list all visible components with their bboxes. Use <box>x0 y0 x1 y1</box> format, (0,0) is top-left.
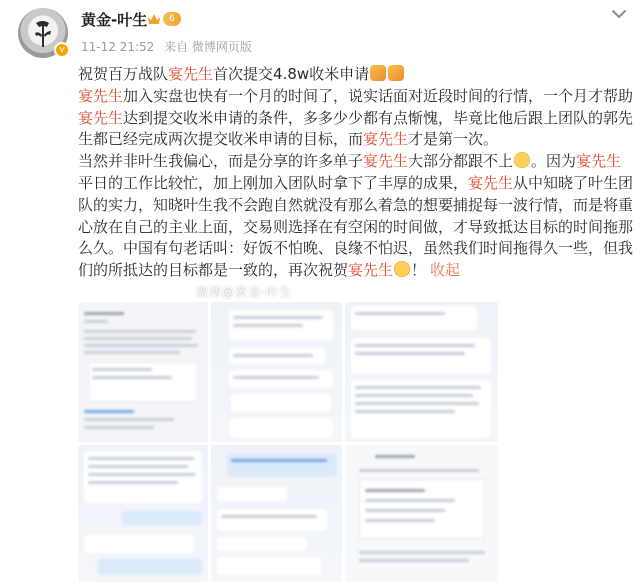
vip-badge[interactable] <box>147 12 181 26</box>
post-image-5[interactable] <box>211 445 342 582</box>
post-timestamp[interactable]: 11-12 21:52 <box>81 40 155 54</box>
mention-link[interactable]: 宴先生 <box>168 65 214 83</box>
gift-emoji-icon <box>370 65 386 81</box>
crown-icon <box>147 13 161 26</box>
author-name[interactable]: 黄金-叶生 <box>81 11 148 29</box>
text: 。因为 <box>531 152 577 171</box>
post-image-2[interactable] <box>211 302 342 442</box>
text: 达到提交收米申请的条件，多多少少都有点惭愧，毕竟比他后跟上团队的郭先生都已经完成两次提交收米申请的目标，而 <box>78 108 634 149</box>
paragraph-1 <box>78 64 634 86</box>
chevron-down-icon[interactable] <box>608 6 630 22</box>
gift-emoji-icon <box>388 65 404 81</box>
post-image-6[interactable] <box>345 445 498 582</box>
post-image-1[interactable] <box>78 302 208 442</box>
mention-link[interactable]: 宴先生 <box>348 261 394 280</box>
verified-badge-icon: v <box>54 42 70 58</box>
image-grid <box>78 302 498 582</box>
post-image-4[interactable] <box>78 445 208 582</box>
post-body <box>78 64 634 282</box>
paragraph-3 <box>78 151 634 282</box>
post-meta <box>81 38 258 55</box>
mention-link[interactable]: 宴先生 <box>576 152 622 171</box>
text: 从中知晓了叶生团队的实力，知晓叶生我不会跑自然就没有那么着急的想要捕捉每一波行情，而是将重心放在自己的主业上面，交易则选择在有空闲的时间做，才导致抵达目标的时间拖那么久。中国有句老话叫：好饭不怕晚、良缘不怕迟，虽然我们时间拖得久一些，但我们的所抵达的目标都是一致的，再次祝贺 <box>78 173 634 280</box>
post-header <box>0 0 644 62</box>
mention-link[interactable]: 宴先生 <box>78 86 124 105</box>
text: 祝贺百万战队 <box>78 65 169 83</box>
post-source: 来自 微博网页版 <box>164 40 252 54</box>
mention-link[interactable]: 宴先生 <box>78 108 124 127</box>
mention-link[interactable]: 宴先生 <box>468 173 514 192</box>
collapse-link[interactable]: 收起 <box>430 261 461 280</box>
text: 首次提交4.8w收米申请 <box>213 65 370 83</box>
text: 才是第一次。 <box>408 130 499 149</box>
image-watermark: 微博@黄金-叶生 <box>196 285 293 299</box>
text: 平日的工作比较忙，加上刚加入团队时拿下了丰厚的成果， <box>78 173 469 192</box>
text: 加入实盘也快有一个月的时间了，说实话面对近段时间的行情，一个月才帮助 <box>123 86 634 105</box>
text: 大部分都跟不上 <box>408 152 514 171</box>
cheer-emoji-icon <box>394 261 410 277</box>
text: 当然并非叶生我偏心，而是分享的许多单子 <box>78 152 364 171</box>
avatar-logo-icon <box>31 17 55 49</box>
mention-link[interactable]: 宴先生 <box>363 152 409 171</box>
paragraph-2 <box>78 86 634 151</box>
mention-link[interactable]: 宴先生 <box>363 130 409 149</box>
text: ！ <box>411 261 427 280</box>
sweat-emoji-icon <box>514 152 530 168</box>
post-image-3[interactable] <box>345 302 498 442</box>
vip-level: 6 <box>163 12 181 26</box>
